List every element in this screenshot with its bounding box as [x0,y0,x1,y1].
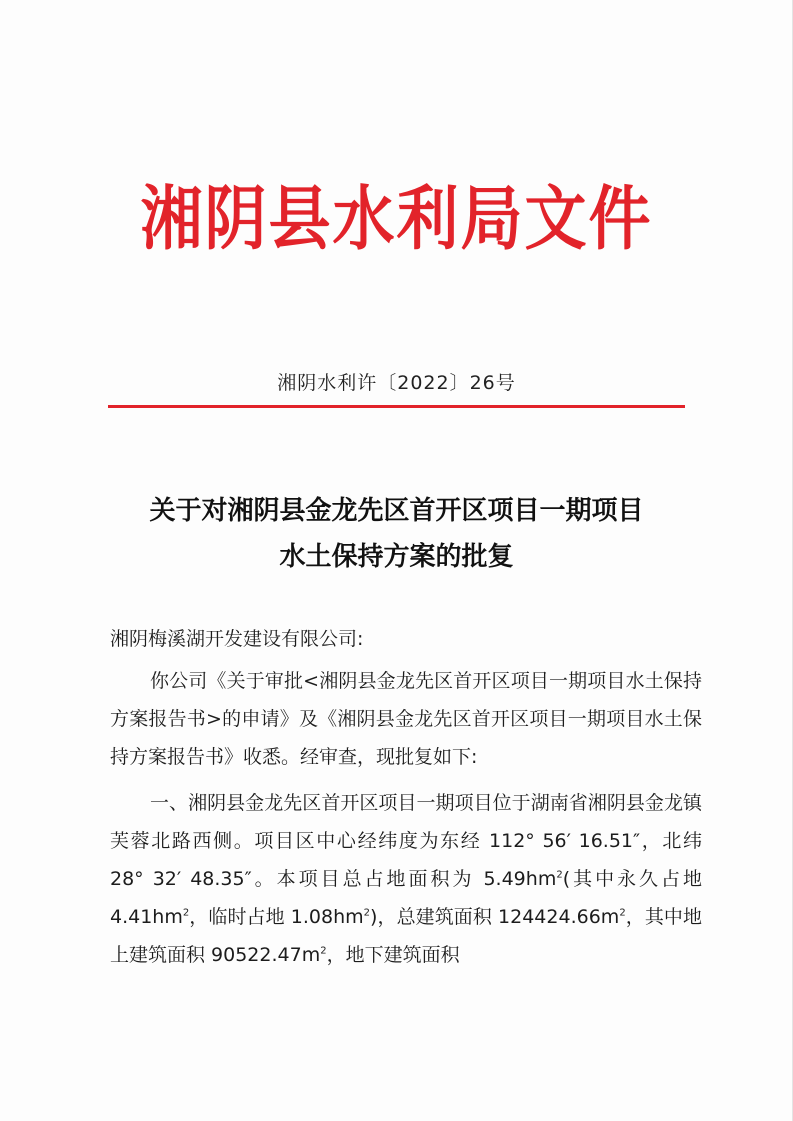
superscript: 2 [363,907,371,919]
paragraph-intro: 你公司《关于审批<湘阴县金龙先区首开区项目一期项目水土保持方案报告书>的申请》及《湘阴县金龙先区首开区项目一期项目水土保持方案报告书》收悉。经审查，现批复如下: [110,670,702,768]
para-text-5: ，其中地上建筑面积 90522.47m [110,906,702,966]
document-title [0,488,793,580]
para-text-4: )，总建筑面积 124424.66m [370,906,620,928]
superscript: 2 [182,907,190,919]
superscript: 2 [619,907,626,919]
title-line-1: 关于对湘阴县金龙先区首开区项目一期项目 [149,496,644,526]
superscript: 2 [556,869,563,881]
document-number: 湘阴水利许〔2022〕26号 [277,372,516,394]
title-line-2: 水土保持方案的批复 [279,542,514,572]
issuer-header: 湘阴县水利局文件 [140,177,653,260]
paragraph-item-1 [110,784,702,974]
red-divider [108,405,685,408]
para-text-2: (其中永久占地 4.41hm [110,868,702,928]
addressee: 湘阴梅溪湖开发建设有限公司: [110,628,364,650]
para-text-3: ，临时占地 1.08hm [189,906,364,928]
para-text-1: 一、湘阴县金龙先区首开区项目一期项目位于湖南省湘阴县金龙镇芙蓉北路西侧。项目区中心经纬度为东经 112° 56′ 16.51″，北纬 28° 32′ 48.35″。本项目总占地面积为 5.49hm [110,792,702,890]
para-text-6: ，地下建筑面积 [326,944,460,966]
superscript: 2 [320,945,327,957]
